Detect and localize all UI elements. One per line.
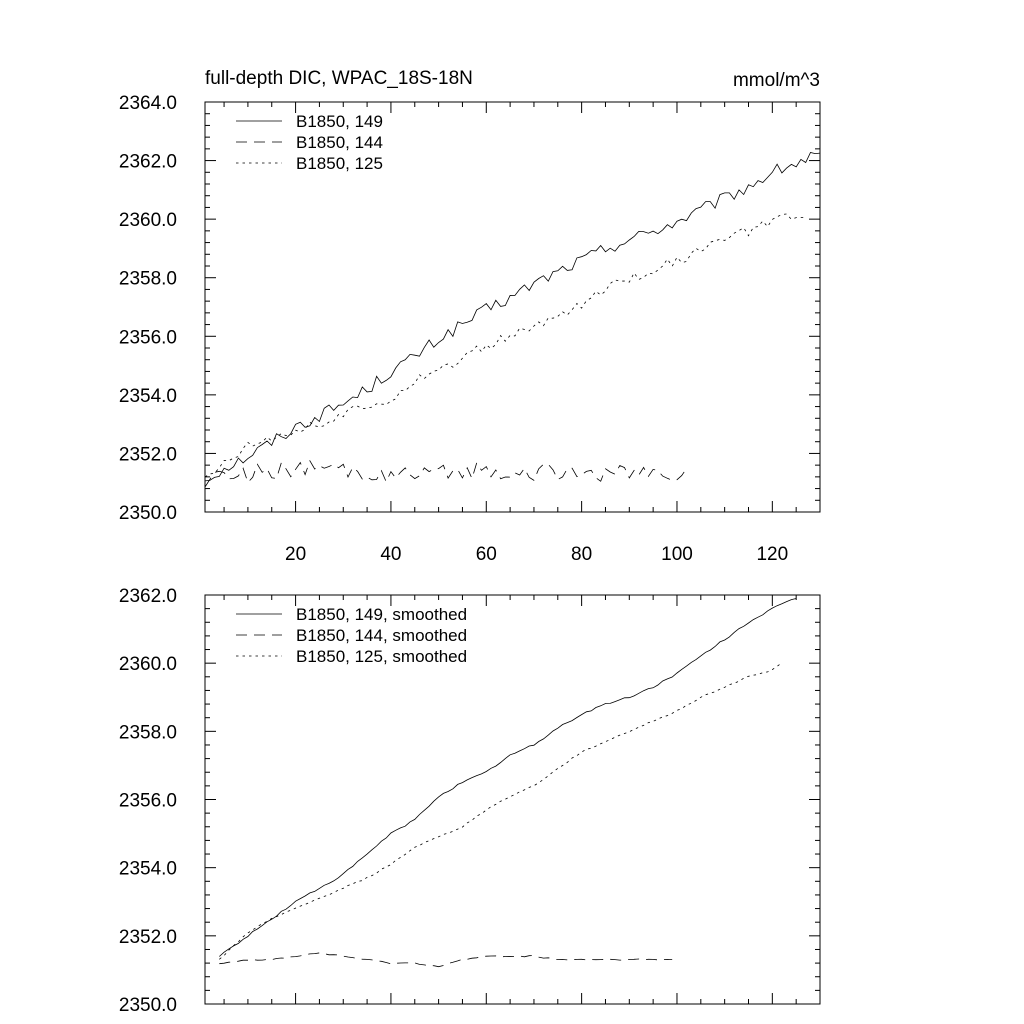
y-tick-label: 2362.0 bbox=[118, 586, 177, 607]
x-tick-label: 60 bbox=[475, 544, 497, 565]
y-axis bbox=[119, 93, 820, 524]
legend-label: B1850, 144 bbox=[296, 133, 383, 152]
legend bbox=[236, 112, 383, 173]
y-tick-label: 2358.0 bbox=[118, 268, 177, 290]
series-line-solid bbox=[205, 153, 820, 481]
y-tick-label: 2360.0 bbox=[118, 210, 177, 232]
y-tick-label: 2356.0 bbox=[118, 790, 177, 812]
y-tick-label: 2350.0 bbox=[118, 503, 177, 524]
y-tick-label: 2358.0 bbox=[118, 722, 177, 744]
chart-title: full-depth DIC, WPAC_18S-18N bbox=[205, 68, 473, 89]
y-tick-label: 2364.0 bbox=[118, 93, 177, 114]
legend bbox=[236, 605, 467, 666]
bottom-panel bbox=[119, 586, 820, 1016]
y-tick-label: 2356.0 bbox=[118, 327, 177, 349]
y-tick-label: 2362.0 bbox=[118, 151, 177, 173]
legend-label: B1850, 125 bbox=[296, 154, 383, 173]
top-panel bbox=[119, 68, 820, 565]
y-axis bbox=[119, 586, 820, 1016]
series-group bbox=[205, 153, 820, 488]
legend-label: B1850, 149 bbox=[296, 112, 383, 131]
y-tick-label: 2354.0 bbox=[118, 385, 177, 407]
y-tick-label: 2352.0 bbox=[118, 444, 177, 466]
series-line-dashed bbox=[205, 461, 687, 487]
legend-label: B1850, 125, smoothed bbox=[296, 647, 468, 666]
x-tick-label: 120 bbox=[756, 544, 789, 565]
y-tick-label: 2352.0 bbox=[118, 926, 177, 948]
legend-label: B1850, 149, smoothed bbox=[296, 605, 468, 624]
series-line-dotted bbox=[205, 214, 806, 477]
y-tick-label: 2360.0 bbox=[118, 654, 177, 676]
x-tick-label: 40 bbox=[380, 544, 402, 565]
series-line-dotted bbox=[219, 663, 782, 960]
x-tick-label: 20 bbox=[285, 544, 307, 565]
units-label: mmol/m^3 bbox=[732, 70, 820, 91]
legend-label: B1850, 144, smoothed bbox=[296, 626, 468, 645]
x-tick-label: 100 bbox=[661, 544, 693, 565]
x-tick-label: 80 bbox=[571, 544, 593, 565]
y-tick-label: 2350.0 bbox=[118, 995, 177, 1016]
y-tick-label: 2354.0 bbox=[118, 858, 177, 880]
series-line-dashed bbox=[219, 953, 672, 967]
